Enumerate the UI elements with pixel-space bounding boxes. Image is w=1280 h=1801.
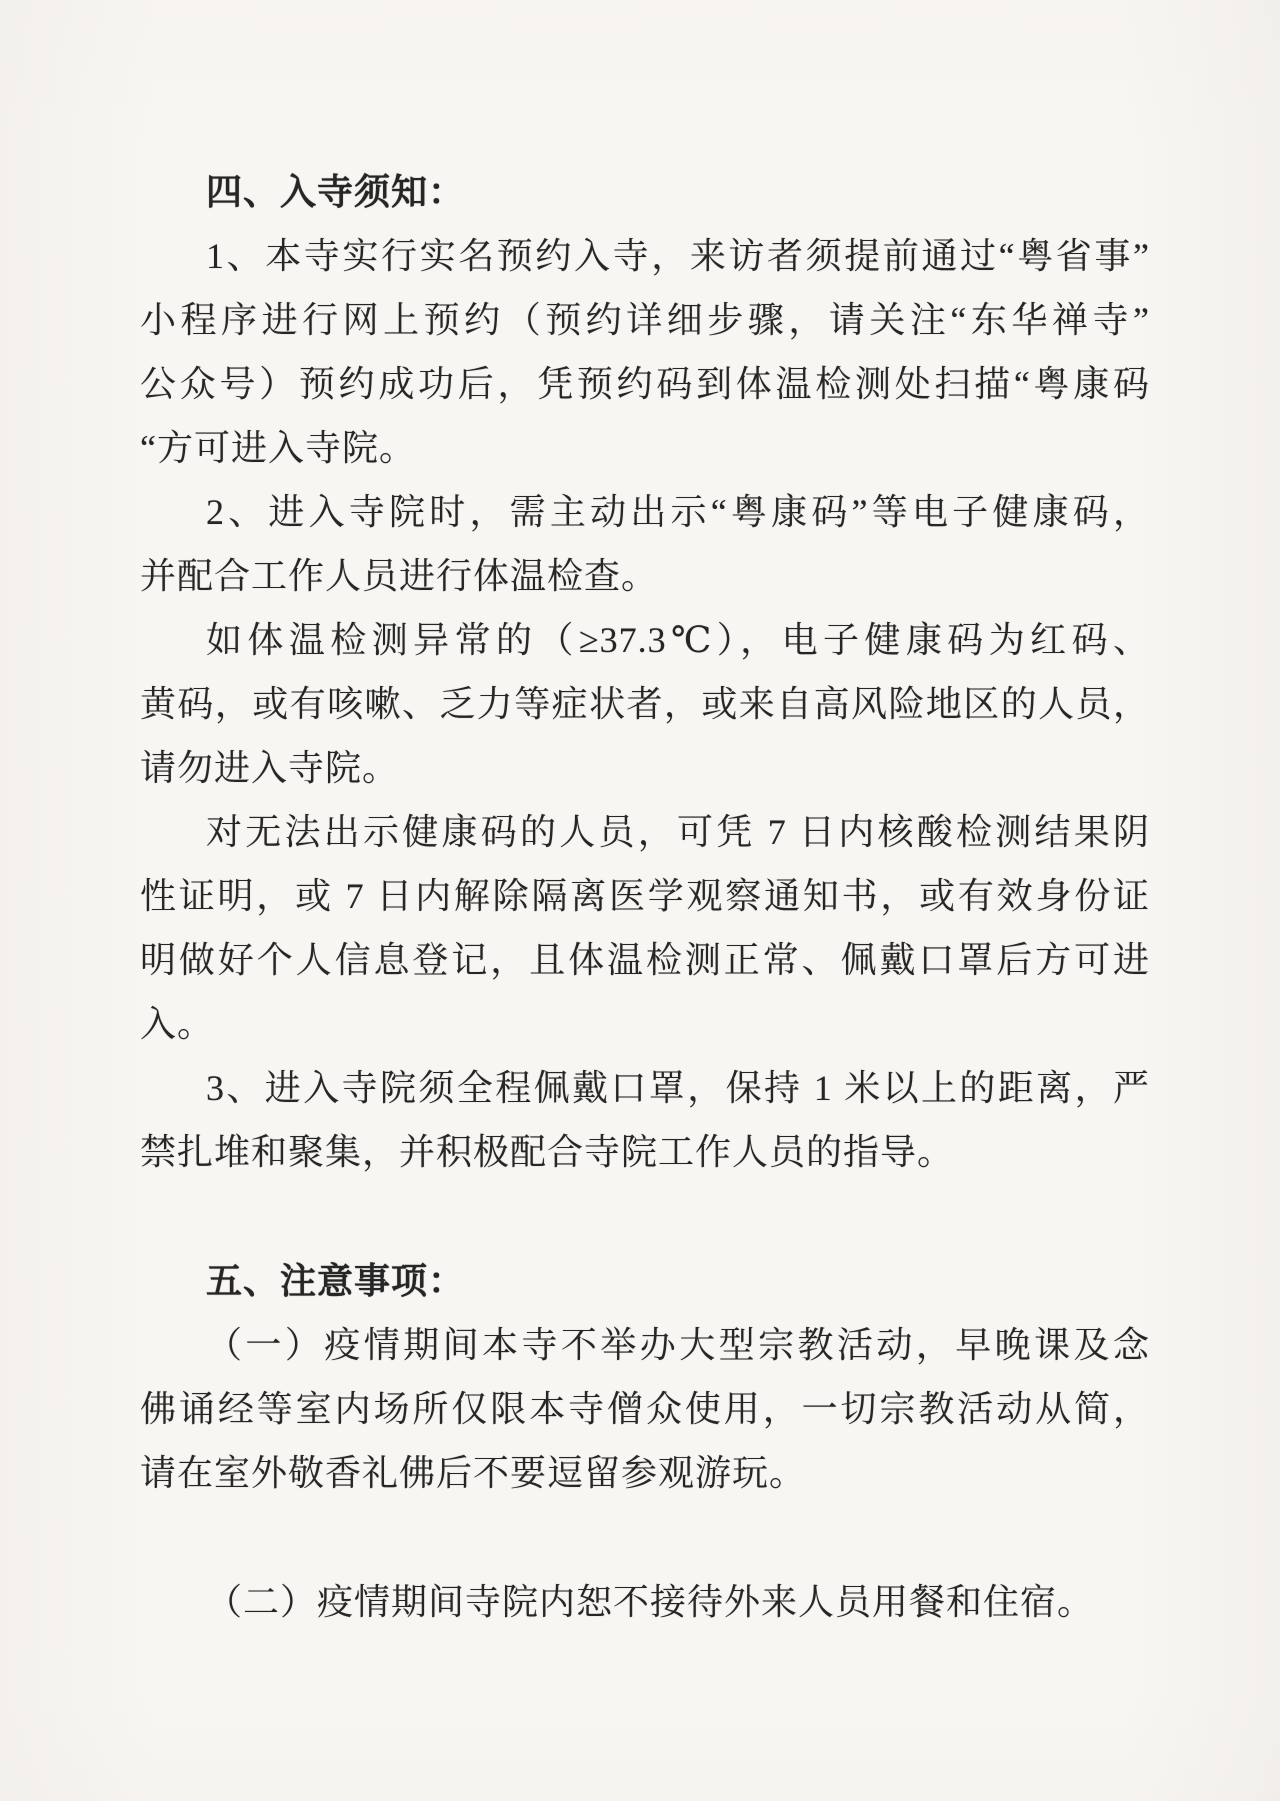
doc-line: 禁扎堆和聚集，并积极配合寺院工作人员的指导。: [140, 1132, 955, 1172]
doc-line: 并配合工作人员进行体温检查。: [140, 556, 659, 596]
doc-line: （一）疫情期间本寺不举办大型宗教活动，早晚课及念: [206, 1325, 1150, 1365]
section-heading-entry-notice: 四、入寺须知：: [206, 172, 466, 212]
section-heading-precautions: 五、注意事项：: [206, 1261, 466, 1301]
doc-line: 入。: [140, 1004, 215, 1044]
doc-line: 明做好个人信息登记，且体温检测正常、佩戴口罩后方可进: [140, 940, 1150, 980]
doc-line: 小程序进行网上预约（预约详细步骤，请关注“东华禅寺”: [140, 300, 1150, 340]
doc-line: 1、本寺实行实名预约入寺，来访者须提前通过“粤省事”: [206, 236, 1150, 276]
doc-line: 对无法出示健康码的人员，可凭 7 日内核酸检测结果阴: [206, 812, 1150, 852]
doc-line: 黄码，或有咳嗽、乏力等症状者，或来自高风险地区的人员，: [140, 684, 1150, 724]
doc-line: （二）疫情期间寺院内恕不接待外来人员用餐和住宿。: [206, 1582, 1095, 1622]
doc-line: 请在室外敬香礼佛后不要逗留参观游玩。: [140, 1453, 807, 1493]
doc-line: 佛诵经等室内场所仅限本寺僧众使用，一切宗教活动从简，: [140, 1389, 1150, 1429]
doc-line: 2、进入寺院时，需主动出示“粤康码”等电子健康码，: [206, 492, 1150, 532]
doc-line: 3、进入寺院须全程佩戴口罩，保持 1 米以上的距离，严: [206, 1068, 1150, 1108]
doc-line: 如体温检测异常的（≥37.3℃），电子健康码为红码、: [206, 620, 1150, 660]
doc-line: 请勿进入寺院。: [140, 748, 400, 788]
doc-line: 性证明，或 7 日内解除隔离医学观察通知书，或有效身份证: [140, 876, 1150, 916]
document-text-block: [140, 160, 1150, 1634]
doc-line: 公众号）预约成功后，凭预约码到体温检测处扫描“粤康码: [140, 364, 1150, 404]
doc-line: “方可进入寺院。: [140, 428, 416, 468]
